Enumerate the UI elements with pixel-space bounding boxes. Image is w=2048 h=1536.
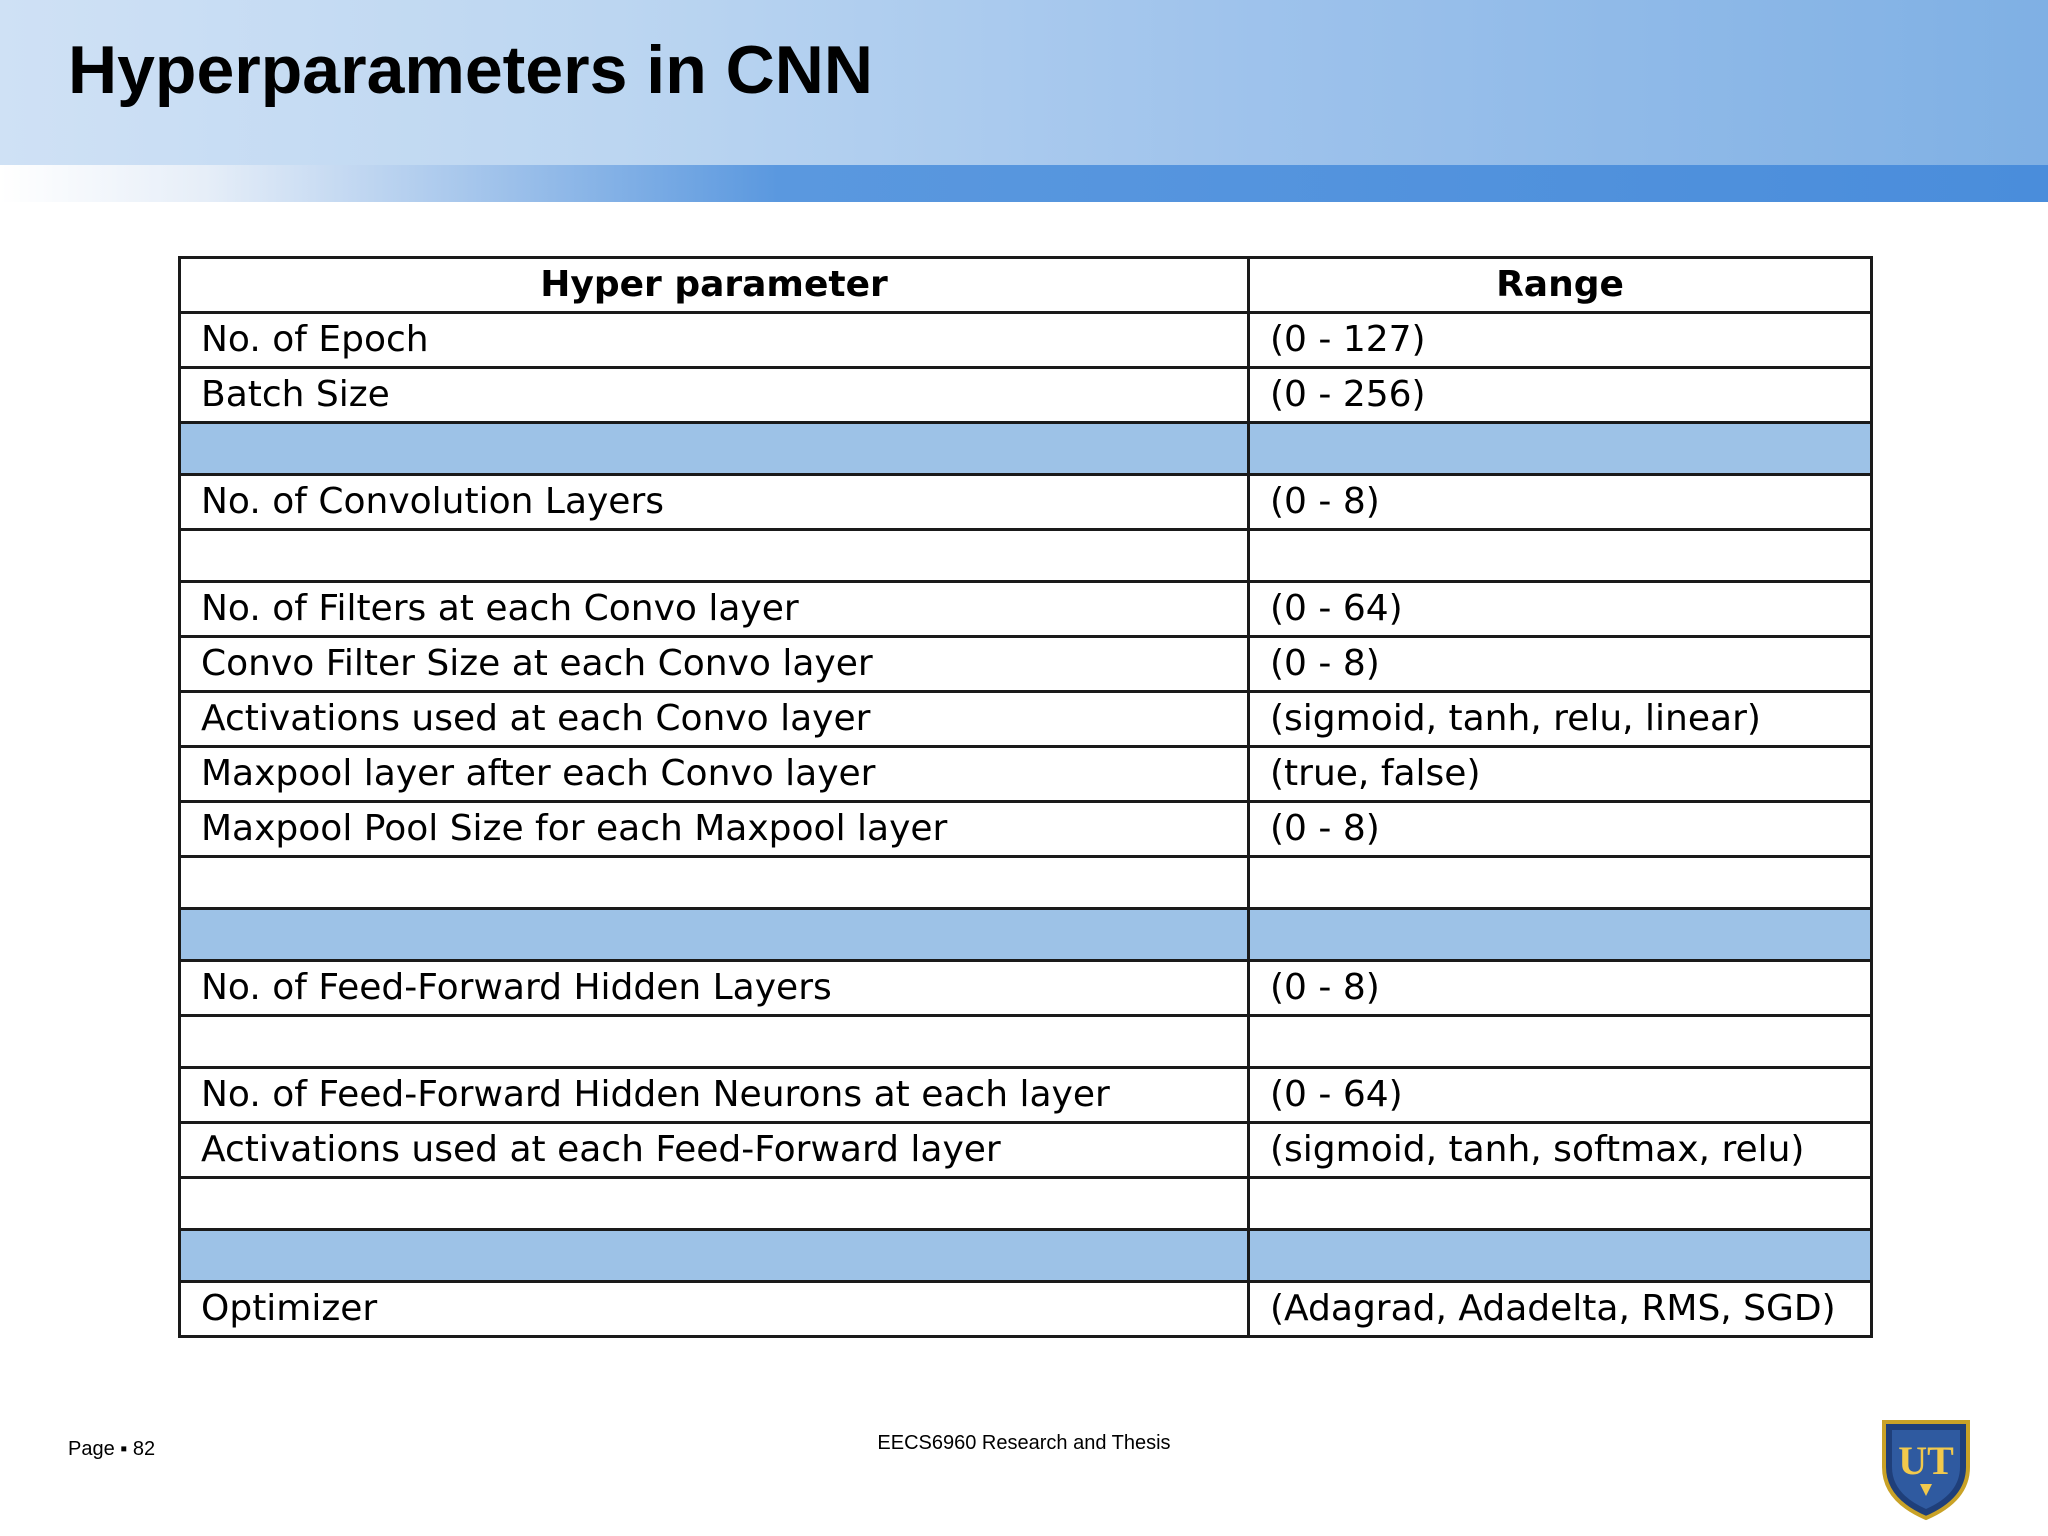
table-row bbox=[180, 1230, 1872, 1282]
table-row bbox=[180, 475, 1872, 530]
hyper-parameter-cell: No. of Epoch bbox=[180, 313, 1249, 368]
hyper-parameter-cell: No. of Convolution Layers bbox=[180, 475, 1249, 530]
hyper-parameter-cell bbox=[180, 1178, 1249, 1230]
range-cell: (true, false) bbox=[1249, 747, 1872, 802]
hyper-parameter-cell bbox=[180, 857, 1249, 909]
range-cell: (0 - 8) bbox=[1249, 475, 1872, 530]
hyper-parameter-cell: Maxpool Pool Size for each Maxpool layer bbox=[180, 802, 1249, 857]
hyper-parameter-cell: Batch Size bbox=[180, 368, 1249, 423]
table-row bbox=[180, 1123, 1872, 1178]
table-row bbox=[180, 637, 1872, 692]
range-cell bbox=[1249, 530, 1872, 582]
table-row bbox=[180, 368, 1872, 423]
column-header-range: Range bbox=[1249, 258, 1872, 313]
hyper-parameter-cell: Activations used at each Feed-Forward layer bbox=[180, 1123, 1249, 1178]
table-row bbox=[180, 961, 1872, 1016]
hyper-parameter-cell: Optimizer bbox=[180, 1282, 1249, 1337]
table-row bbox=[180, 530, 1872, 582]
hyper-parameter-cell bbox=[180, 423, 1249, 475]
hyper-parameter-cell: Activations used at each Convo layer bbox=[180, 692, 1249, 747]
university-shield-logo bbox=[1876, 1412, 1976, 1522]
table-row bbox=[180, 909, 1872, 961]
hyper-parameter-cell bbox=[180, 909, 1249, 961]
hyper-parameter-cell: Maxpool layer after each Convo layer bbox=[180, 747, 1249, 802]
range-cell: (sigmoid, tanh, softmax, relu) bbox=[1249, 1123, 1872, 1178]
table-row bbox=[180, 582, 1872, 637]
range-cell bbox=[1249, 909, 1872, 961]
table-header-row bbox=[180, 258, 1872, 313]
range-cell: (Adagrad, Adadelta, RMS, SGD) bbox=[1249, 1282, 1872, 1337]
range-cell: (0 - 8) bbox=[1249, 802, 1872, 857]
hyper-parameter-cell: No. of Feed-Forward Hidden Neurons at each layer bbox=[180, 1068, 1249, 1123]
hyper-parameter-cell: No. of Filters at each Convo layer bbox=[180, 582, 1249, 637]
logo-text: UT bbox=[1898, 1438, 1954, 1483]
range-cell: (0 - 64) bbox=[1249, 1068, 1872, 1123]
slide-title: Hyperparameters in CNN bbox=[68, 32, 873, 108]
hyper-parameter-cell: No. of Feed-Forward Hidden Layers bbox=[180, 961, 1249, 1016]
table-row bbox=[180, 802, 1872, 857]
table-row bbox=[180, 857, 1872, 909]
hyper-parameter-cell bbox=[180, 530, 1249, 582]
hyper-parameter-cell: Convo Filter Size at each Convo layer bbox=[180, 637, 1249, 692]
range-cell: (0 - 127) bbox=[1249, 313, 1872, 368]
table-row bbox=[180, 1282, 1872, 1337]
column-header-hyper-parameter: Hyper parameter bbox=[180, 258, 1249, 313]
range-cell: (0 - 8) bbox=[1249, 637, 1872, 692]
hyper-parameter-cell bbox=[180, 1230, 1249, 1282]
range-cell bbox=[1249, 857, 1872, 909]
course-footer: EECS6960 Research and Thesis bbox=[877, 1432, 1171, 1454]
table-row bbox=[180, 692, 1872, 747]
table-row bbox=[180, 1068, 1872, 1123]
hyper-parameter-cell bbox=[180, 1016, 1249, 1068]
range-cell bbox=[1249, 1230, 1872, 1282]
table-body bbox=[180, 313, 1872, 1337]
table-row bbox=[180, 747, 1872, 802]
page-number: Page ▪ 82 bbox=[68, 1438, 156, 1460]
range-cell bbox=[1249, 1016, 1872, 1068]
range-cell bbox=[1249, 423, 1872, 475]
header-accent-stripe bbox=[0, 165, 2048, 202]
range-cell: (0 - 64) bbox=[1249, 582, 1872, 637]
range-cell bbox=[1249, 1178, 1872, 1230]
range-cell: (0 - 256) bbox=[1249, 368, 1872, 423]
range-cell: (sigmoid, tanh, relu, linear) bbox=[1249, 692, 1872, 747]
table-row bbox=[180, 423, 1872, 475]
table-row bbox=[180, 1178, 1872, 1230]
table-row bbox=[180, 313, 1872, 368]
hyperparameter-table bbox=[178, 256, 1873, 1338]
range-cell: (0 - 8) bbox=[1249, 961, 1872, 1016]
table-row bbox=[180, 1016, 1872, 1068]
